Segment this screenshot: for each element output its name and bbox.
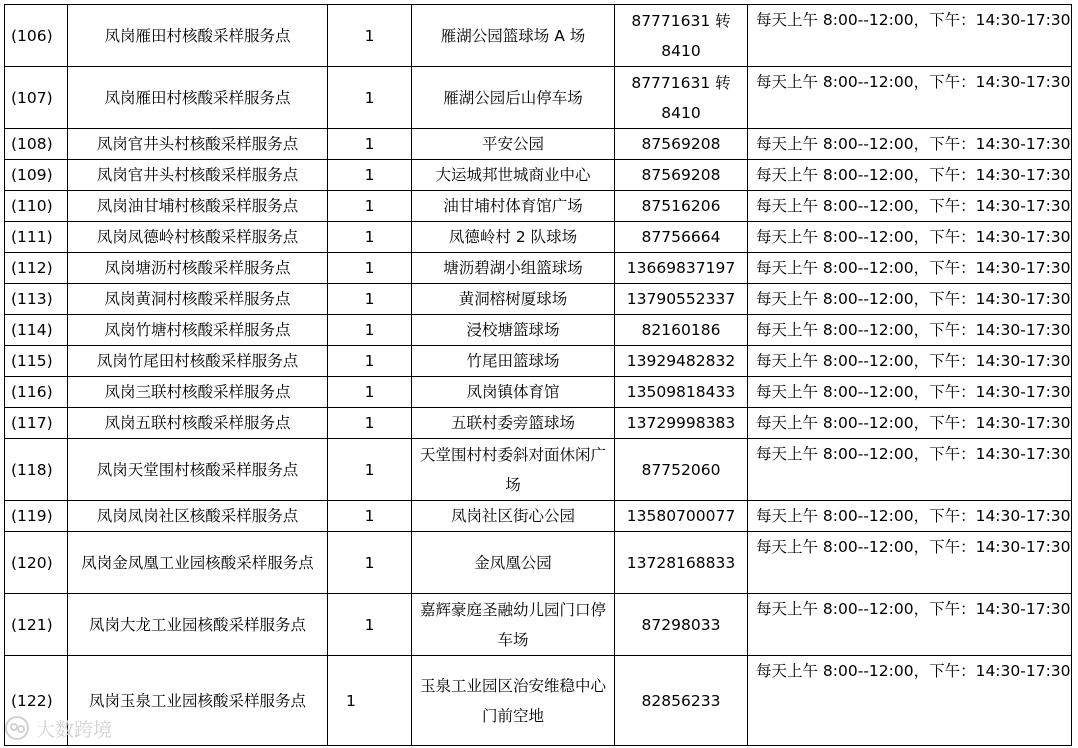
- site-count: 1: [328, 501, 412, 532]
- watermark-text: 大数跨境: [36, 718, 113, 741]
- site-count: 1: [328, 253, 412, 284]
- site-hours: 每天上午 8:00--12:00，下午：14:30-17:30: [748, 160, 1072, 191]
- site-hours: 每天上午 8:00--12:00，下午：14:30-17:30: [748, 346, 1072, 377]
- row-number: (106): [5, 5, 68, 67]
- site-count: 1: [328, 222, 412, 253]
- site-hours: 每天上午 8:00--12:00，下午：14:30-17:30: [748, 67, 1072, 129]
- site-count: 1: [328, 67, 412, 129]
- site-location: 金凤凰公园: [412, 532, 615, 594]
- row-number: (112): [5, 253, 68, 284]
- site-phone: 87569208: [615, 129, 748, 160]
- watermark: [4, 712, 144, 744]
- site-phone: 82856233: [615, 656, 748, 746]
- site-location: 雁湖公园篮球场 A 场: [412, 5, 615, 67]
- site-name: 凤岗天堂围村核酸采样服务点: [68, 439, 328, 501]
- table-row: [5, 284, 1072, 315]
- site-count: 1: [328, 377, 412, 408]
- row-number: (122): [5, 656, 68, 746]
- table-row: [5, 129, 1072, 160]
- site-phone: 13728168833: [615, 532, 748, 594]
- site-name: 凤岗玉泉工业园核酸采样服务点: [68, 656, 328, 746]
- site-location: 雁湖公园后山停车场: [412, 67, 615, 129]
- site-location: 塘沥碧湖小组篮球场: [412, 253, 615, 284]
- table-row: [5, 346, 1072, 377]
- site-location: 嘉辉豪庭圣融幼儿园门口停车场: [412, 594, 615, 656]
- site-count: 1: [328, 439, 412, 501]
- row-number: (119): [5, 501, 68, 532]
- site-phone: 13929482832: [615, 346, 748, 377]
- table-row: [5, 222, 1072, 253]
- row-number: (115): [5, 346, 68, 377]
- row-number: (121): [5, 594, 68, 656]
- row-number: (117): [5, 408, 68, 439]
- site-count: 1: [328, 191, 412, 222]
- site-hours: 每天上午 8:00--12:00，下午：14:30-17:30: [748, 315, 1072, 346]
- site-count: 1: [328, 594, 412, 656]
- row-number: (111): [5, 222, 68, 253]
- site-name: 凤岗塘沥村核酸采样服务点: [68, 253, 328, 284]
- row-number: (120): [5, 532, 68, 594]
- site-count: 1: [328, 5, 412, 67]
- site-phone: 87752060: [615, 439, 748, 501]
- site-hours: 每天上午 8:00--12:00，下午：14:30-17:30: [748, 253, 1072, 284]
- site-location: 大运城邦世城商业中心: [412, 160, 615, 191]
- row-number: (118): [5, 439, 68, 501]
- site-phone: 82160186: [615, 315, 748, 346]
- site-count: 1: [328, 532, 412, 594]
- site-location: 黄洞榕树厦球场: [412, 284, 615, 315]
- site-hours: 每天上午 8:00--12:00，下午：14:30-17:30: [748, 532, 1072, 594]
- site-hours: 每天上午 8:00--12:00，下午：14:30-17:30: [748, 284, 1072, 315]
- table-row: [5, 67, 1072, 129]
- table-row: [5, 315, 1072, 346]
- site-name: 凤岗官井头村核酸采样服务点: [68, 160, 328, 191]
- sampling-sites-table: [4, 4, 1072, 746]
- site-count: 1: [328, 346, 412, 377]
- site-name: 凤岗雁田村核酸采样服务点: [68, 67, 328, 129]
- site-name: 凤岗油甘埔村核酸采样服务点: [68, 191, 328, 222]
- site-name: 凤岗竹尾田村核酸采样服务点: [68, 346, 328, 377]
- table-row: [5, 532, 1072, 594]
- site-name: 凤岗黄洞村核酸采样服务点: [68, 284, 328, 315]
- site-location: 凤德岭村 2 队球场: [412, 222, 615, 253]
- row-number: (107): [5, 67, 68, 129]
- site-count: 1: [328, 160, 412, 191]
- site-count: 1: [328, 129, 412, 160]
- site-phone: 13580700077: [615, 501, 748, 532]
- site-location: 竹尾田篮球场: [412, 346, 615, 377]
- site-phone: 87756664: [615, 222, 748, 253]
- row-number: (110): [5, 191, 68, 222]
- site-name: 凤岗官井头村核酸采样服务点: [68, 129, 328, 160]
- site-hours: 每天上午 8:00--12:00，下午：14:30-17:30: [748, 439, 1072, 501]
- row-number: (109): [5, 160, 68, 191]
- site-hours: 每天上午 8:00--12:00，下午：14:30-17:30: [748, 501, 1072, 532]
- site-location: 油甘埔村体育馆广场: [412, 191, 615, 222]
- site-count: 1: [328, 656, 412, 746]
- logo-icon: [4, 715, 30, 741]
- site-name: 凤岗凤德岭村核酸采样服务点: [68, 222, 328, 253]
- site-hours: 每天上午 8:00--12:00，下午：14:30-17:30: [748, 129, 1072, 160]
- table-row: [5, 439, 1072, 501]
- site-phone: 87569208: [615, 160, 748, 191]
- site-location: 平安公园: [412, 129, 615, 160]
- site-phone: 87771631 转 8410: [615, 67, 748, 129]
- table-row: [5, 191, 1072, 222]
- site-phone: 13669837197: [615, 253, 748, 284]
- table-row: [5, 501, 1072, 532]
- table-row: [5, 160, 1072, 191]
- site-name: 凤岗竹塘村核酸采样服务点: [68, 315, 328, 346]
- site-hours: 每天上午 8:00--12:00，下午：14:30-17:30: [748, 594, 1072, 656]
- table-row: [5, 253, 1072, 284]
- site-phone: 87298033: [615, 594, 748, 656]
- table-row: [5, 377, 1072, 408]
- site-phone: 13790552337: [615, 284, 748, 315]
- site-hours: 每天上午 8:00--12:00，下午：14:30-17:30: [748, 377, 1072, 408]
- site-phone: 87771631 转 8410: [615, 5, 748, 67]
- row-number: (108): [5, 129, 68, 160]
- site-name: 凤岗凤岗社区核酸采样服务点: [68, 501, 328, 532]
- site-name: 凤岗金凤凰工业园核酸采样服务点: [68, 532, 328, 594]
- site-hours: 每天上午 8:00--12:00，下午：14:30-17:30: [748, 222, 1072, 253]
- site-count: 1: [328, 315, 412, 346]
- site-name: 凤岗雁田村核酸采样服务点: [68, 5, 328, 67]
- site-name: 凤岗五联村核酸采样服务点: [68, 408, 328, 439]
- site-location: 玉泉工业园区治安维稳中心门前空地: [412, 656, 615, 746]
- site-location: 凤岗社区街心公园: [412, 501, 615, 532]
- table-row: [5, 408, 1072, 439]
- row-number: (116): [5, 377, 68, 408]
- table-row: [5, 594, 1072, 656]
- site-name: 凤岗大龙工业园核酸采样服务点: [68, 594, 328, 656]
- table-row: [5, 656, 1072, 746]
- row-number: (113): [5, 284, 68, 315]
- site-count: 1: [328, 284, 412, 315]
- table-row: [5, 5, 1072, 67]
- site-phone: 13729998383: [615, 408, 748, 439]
- row-number: (114): [5, 315, 68, 346]
- site-hours: 每天上午 8:00--12:00，下午：14:30-17:30: [748, 656, 1072, 746]
- site-count: 1: [328, 408, 412, 439]
- site-phone: 87516206: [615, 191, 748, 222]
- site-name: 凤岗三联村核酸采样服务点: [68, 377, 328, 408]
- site-phone: 13509818433: [615, 377, 748, 408]
- site-hours: 每天上午 8:00--12:00，下午：14:30-17:30: [748, 5, 1072, 67]
- site-location: 五联村委旁篮球场: [412, 408, 615, 439]
- site-location: 天堂围村村委斜对面休闲广场: [412, 439, 615, 501]
- site-hours: 每天上午 8:00--12:00，下午：14:30-17:30: [748, 408, 1072, 439]
- site-location: 浸校塘篮球场: [412, 315, 615, 346]
- site-hours: 每天上午 8:00--12:00，下午：14:30-17:30: [748, 191, 1072, 222]
- site-location: 凤岗镇体育馆: [412, 377, 615, 408]
